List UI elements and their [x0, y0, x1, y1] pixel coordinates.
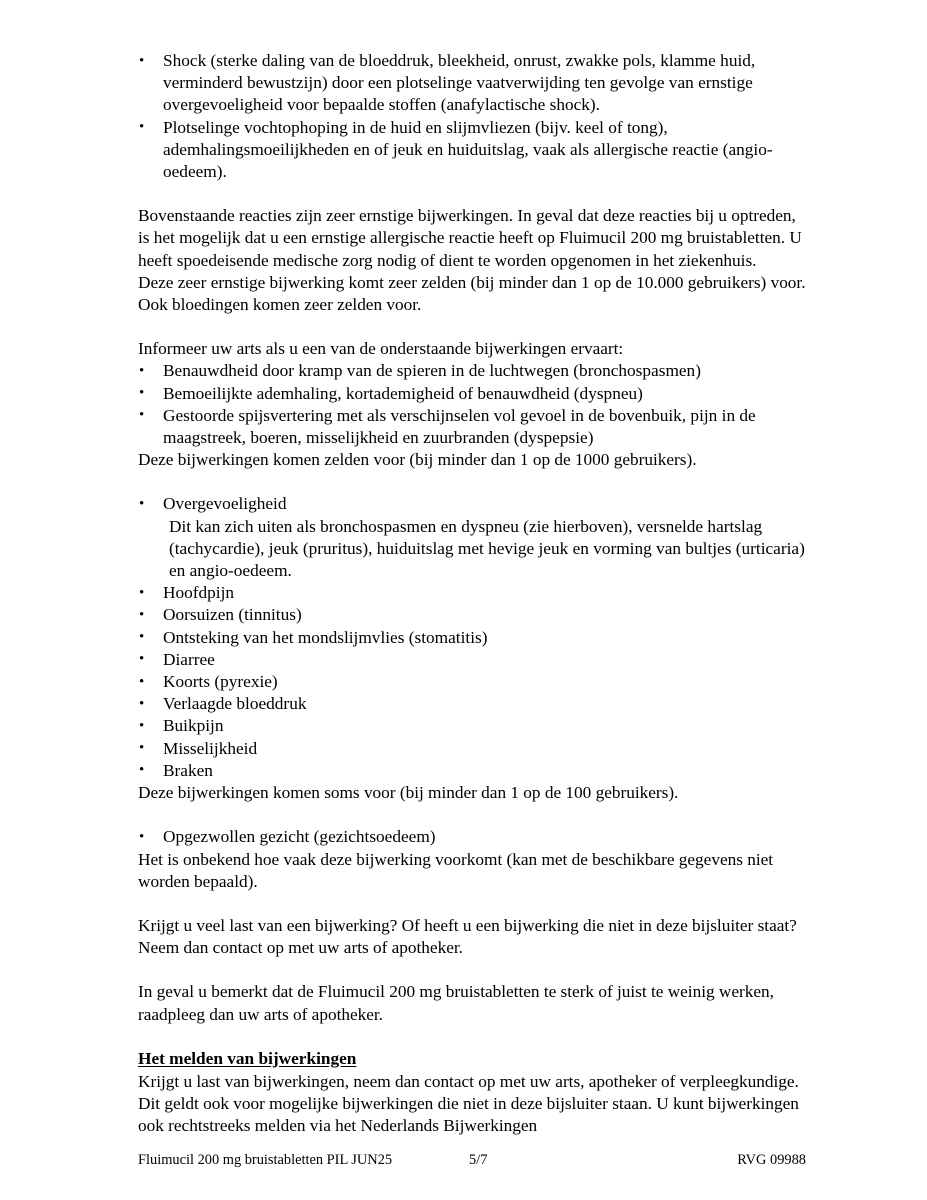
list-item-text: Gestoorde spijsvertering met als verschijnselen vol gevoel in de bovenbuik, pijn in de maagstreek, boeren, misselijkheid en zuurbranden (dyspepsie) [163, 405, 756, 448]
list-item-text: Opgezwollen gezicht (gezichtsoedeem) [163, 827, 436, 847]
list-item-text: Benauwdheid door kramp van de spieren in de luchtwegen (bronchospasmen) [163, 361, 701, 381]
list-item-text: Bemoeilijkte ademhaling, kortademigheid of benauwdheid (dyspneu) [163, 383, 643, 403]
page-footer [138, 1151, 806, 1171]
list-item [138, 649, 806, 671]
paragraph-strength-advice: In geval u bemerkt dat de Fluimucil 200 mg bruistabletten te sterk of juist te weinig werken, raadpleeg dan uw arts of apotheker. [138, 982, 774, 1024]
list-item [138, 604, 806, 626]
list-item [138, 117, 806, 184]
footer-page-number: 5/7 [469, 1152, 488, 1168]
spacer [138, 183, 806, 205]
list-item-text: Verlaagde bloeddruk [163, 694, 307, 714]
page-content [138, 50, 806, 1138]
heading-reporting: Het melden van bijwerkingen [138, 1048, 357, 1068]
footer-registration-number: RVG 09988 [737, 1152, 806, 1168]
paragraph-serious-reactions: Bovenstaande reacties zijn zeer ernstige bijwerkingen. In geval dat deze reacties bij u optreden, is het mogelijk dat u een ernstige allergische reactie heeft op Fluimucil 200 mg bruistabletten. U heeft spoedeisende medische zorg nodig of dient te worden opgenomen in het ziekenhuis. [138, 206, 802, 270]
list-item [138, 360, 806, 382]
list-item [138, 738, 806, 760]
list-item-text: Buikpijn [163, 716, 224, 736]
rare-side-effects-list [138, 360, 806, 449]
unknown-frequency-list [138, 826, 806, 848]
list-item [138, 50, 806, 117]
list-item [138, 627, 806, 649]
spacer [138, 316, 806, 338]
list-item [138, 826, 806, 848]
paragraph-inform-doctor: Informeer uw arts als u een van de onderstaande bijwerkingen ervaart: [138, 339, 624, 359]
list-item [138, 405, 806, 449]
spacer [138, 1026, 806, 1048]
list-item [138, 760, 806, 782]
list-item-text: Plotselinge vochtophoping in de huid en slijmvliezen (bijv. keel of tong), ademhalingsmoeilijkheden en of jeuk en huiduitslag, vaak als allergische reactie (angio-oedeem). [163, 117, 773, 182]
spacer [138, 471, 806, 493]
list-item-text: Ontsteking van het mondslijmvlies (stomatitis) [163, 627, 488, 647]
spacer [138, 804, 806, 826]
heading-reporting-wrap [138, 1048, 806, 1071]
list-item [138, 671, 806, 693]
list-item-label: Overgevoeligheid [163, 494, 287, 514]
list-item-detail: Dit kan zich uiten als bronchospasmen en dyspneu (zie hierboven), versnelde hartslag (tachycardie), jeuk (pruritus), huiduitslag met hevige jeuk en vorming van bultjes (urticaria) en angio-oedeem. [169, 516, 805, 581]
list-item-text: Shock (sterke daling van de bloeddruk, bleekheid, onrust, zwakke pols, klamme huid, verminderd bewustzijn) door een plotselinge vaatverwijding ten gevolge van ernstige overgevoeligheid voor bepaalde stoffen (anafylactische shock). [163, 51, 756, 115]
list-item-text: Koorts (pyrexie) [163, 672, 278, 692]
footer-document-reference: Fluimucil 200 mg bruistabletten PIL JUN25 [138, 1152, 393, 1168]
paragraph-frequency-uncommon: Deze bijwerkingen komen soms voor (bij minder dan 1 op de 100 gebruikers). [138, 783, 679, 803]
list-item [138, 582, 806, 604]
list-item-hypersensitivity [138, 493, 806, 582]
list-item-text: Hoofdpijn [163, 583, 235, 603]
list-item [138, 693, 806, 715]
paragraph-reporting: Krijgt u last van bijwerkingen, neem dan contact op met uw arts, apotheker of verpleegkundige. Dit geldt ook voor mogelijke bijwerkingen die niet in deze bijsluiter staan. U kunt bijwerkingen ook rechtstreeks melden via het Nederlands Bijwerkingen [138, 1071, 799, 1136]
paragraph-side-effect-contact: Krijgt u veel last van een bijwerking? Of heeft u een bijwerking die niet in deze bijsluiter staat? Neem dan contact op met uw arts of apotheker. [138, 915, 797, 958]
list-item-text: Braken [163, 760, 213, 780]
spacer [138, 959, 806, 981]
paragraph-frequency-unknown: Het is onbekend hoe vaak deze bijwerking voorkomt (kan met de beschikbare gegevens niet worden bepaald). [138, 849, 774, 891]
uncommon-side-effects-list [138, 493, 806, 782]
paragraph-frequency-very-rare: Deze zeer ernstige bijwerking komt zeer zelden (bij minder dan 1 op de 10.000 gebruikers) voor. Ook bloedingen komen zeer zelden voor. [138, 272, 806, 315]
list-item-text: Diarree [163, 649, 215, 669]
list-item-text: Misselijkheid [163, 738, 258, 758]
spacer [138, 893, 806, 915]
serious-reactions-list [138, 50, 806, 183]
list-item [138, 715, 806, 737]
list-item [138, 383, 806, 405]
list-item-text: Oorsuizen (tinnitus) [163, 605, 302, 625]
paragraph-frequency-rare: Deze bijwerkingen komen zelden voor (bij minder dan 1 op de 1000 gebruikers). [138, 450, 697, 470]
